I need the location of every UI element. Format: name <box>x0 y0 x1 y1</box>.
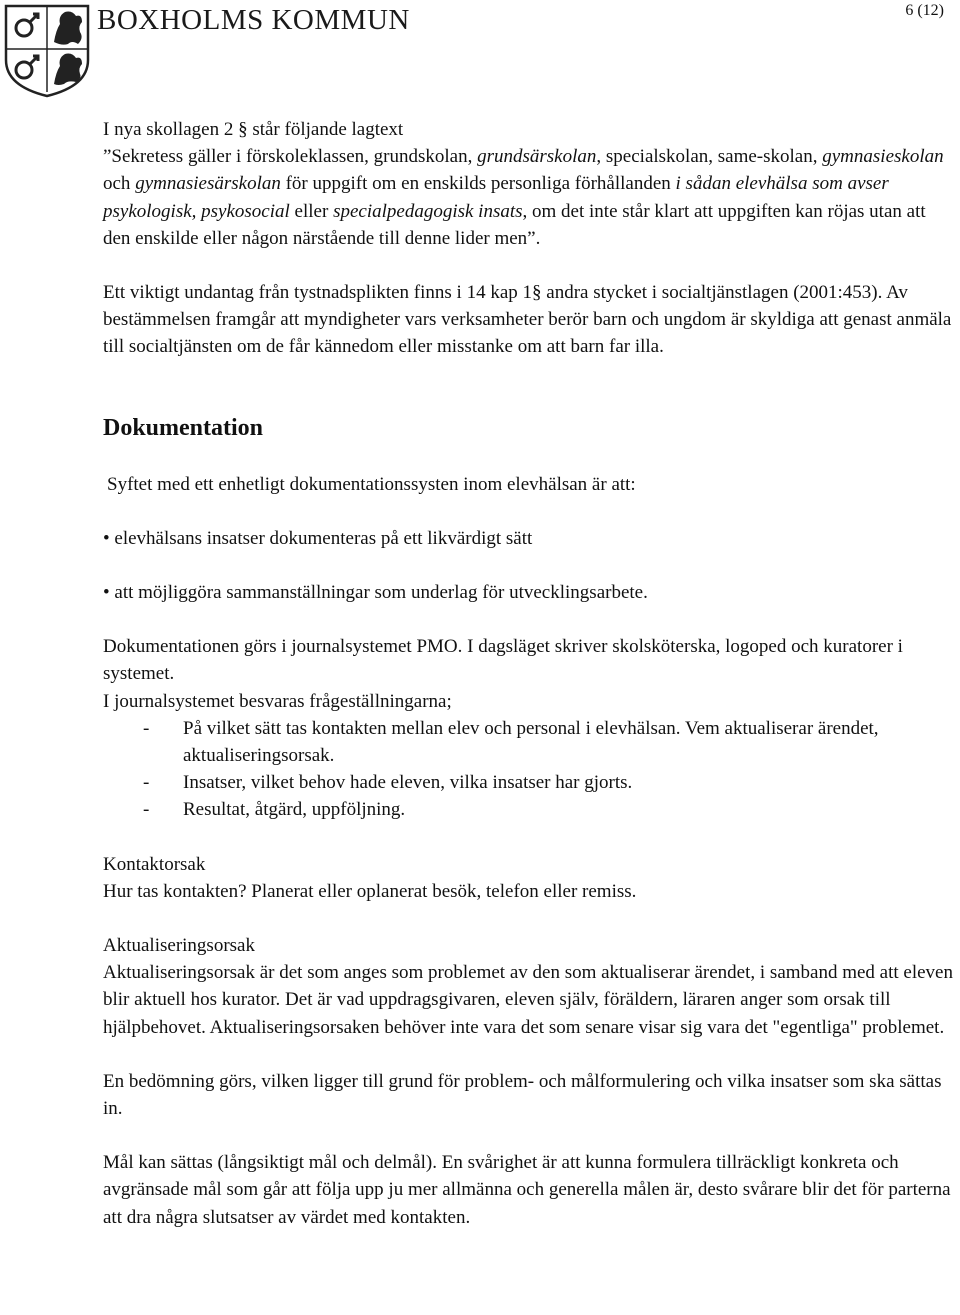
quote-segment: för uppgift om en enskilds personliga förhållanden <box>280 173 676 195</box>
list-item <box>103 579 953 606</box>
dash-text: På vilket sätt tas kontakten mellan elev och personal i elevhälsan. Vem aktualiserar ärendet, aktualiseringsorsak. <box>183 717 879 767</box>
dash-marker: - <box>143 772 150 794</box>
list-item <box>103 715 953 769</box>
goals-paragraph: Mål kan sättas (långsiktigt mål och delmål). En svårighet är att kunna formulera tillräckligt konkreta och avgränsade mål som går att följa upp ju mer allmänna och generella målen är, desto svårare blir det för parterna att dra några slutsatser av värdet med kontakten. <box>103 1152 951 1228</box>
dash-marker: - <box>143 799 150 821</box>
bullet-icon: • <box>103 582 110 604</box>
subheading-kontaktorsak: Kontaktorsak <box>103 853 206 875</box>
section-heading-dokumentation: Dokumentation <box>103 414 264 441</box>
questions-intro: I journalsystemet besvaras frågeställningarna; <box>103 690 452 712</box>
quote-italic-segment: specialpedagogisk insats <box>333 200 523 222</box>
dash-text: Insatser, vilket behov hade eleven, vilka insatser har gjorts. <box>183 772 633 794</box>
system-paragraph: Dokumentationen görs i journalsystemet PMO. I dagsläget skriver skolsköterska, logoped och kuratorer i systemet. <box>103 636 903 685</box>
law-quote <box>103 143 953 252</box>
quote-segment: eller <box>289 200 334 222</box>
list-item <box>103 769 953 796</box>
organization-name: BOXHOLMS KOMMUN <box>97 4 410 36</box>
dash-marker: - <box>143 717 150 739</box>
dash-text: Resultat, åtgärd, uppföljning. <box>183 799 406 821</box>
quote-italic-segment: gymnasiesärskolan <box>135 173 281 195</box>
exception-paragraph: Ett viktigt undantag från tystnadsplikten finns i 14 kap 1§ andra stycket i socialtjänstlagen (2001:453). Av bestämmelsen framgår att myndigheter vars verksamheter berör barn och ungdom är skyldiga att genast anmäla till socialtjänsten om de får kännedom eller misstanke om att barn far illa. <box>103 282 952 358</box>
quote-segment: ”Sekretess gäller i förskoleklassen, grundskolan, <box>103 146 478 168</box>
contact-text: Hur tas kontakten? Planerat eller oplanerat besök, telefon eller remiss. <box>103 880 637 902</box>
reason-text: Aktualiseringsorsak är det som anges som problemet av den som aktualiserar ärendet, i samband med att eleven blir aktuell hos kurator. Det är vad uppdragsgivaren, eleven själv, föräldern, läraren anger som orsak till hjälpbehovet. Aktualiseringsorsaken behöver inte vara det som senare visar sig vara det "egentliga" problemet. <box>103 962 953 1038</box>
quote-italic-segment: grundsärskolan <box>477 146 597 168</box>
list-item <box>103 796 953 823</box>
purpose-text: Syftet med ett enhetligt dokumentationssysten inom elevhälsan är att: <box>107 473 636 495</box>
bullet-text: elevhälsans insatser dokumenteras på ett likvärdigt sätt <box>114 527 533 549</box>
bullet-icon: • <box>103 527 110 549</box>
document-body <box>103 116 953 1231</box>
law-intro: I nya skollagen 2 § står följande lagtext <box>103 119 404 140</box>
municipal-coat-of-arms-logo <box>2 2 92 98</box>
quote-segment: och <box>103 173 136 195</box>
bullet-text: att möjliggöra sammanställningar som underlag för utvecklingsarbete. <box>114 582 648 604</box>
page-number: 6 (12) <box>905 2 944 19</box>
quote-segment: , specialskolan, same-skolan, <box>596 146 823 168</box>
assessment-paragraph: En bedömning görs, vilken ligger till grund för problem- och målformulering och vilka insatser som ska sättas in. <box>103 1070 942 1120</box>
list-item <box>103 525 953 552</box>
subheading-aktualiseringsorsak: Aktualiseringsorsak <box>103 935 255 957</box>
quote-italic-segment: i sådan elevhälsa som avser psykologisk, psykosocial <box>103 173 889 222</box>
quote-segment: , om det inte står klart att uppgiften kan röjas utan att den enskilde eller någon närstående till denne lider men”. <box>103 200 926 249</box>
quote-italic-segment: gymnasieskolan <box>822 146 944 168</box>
